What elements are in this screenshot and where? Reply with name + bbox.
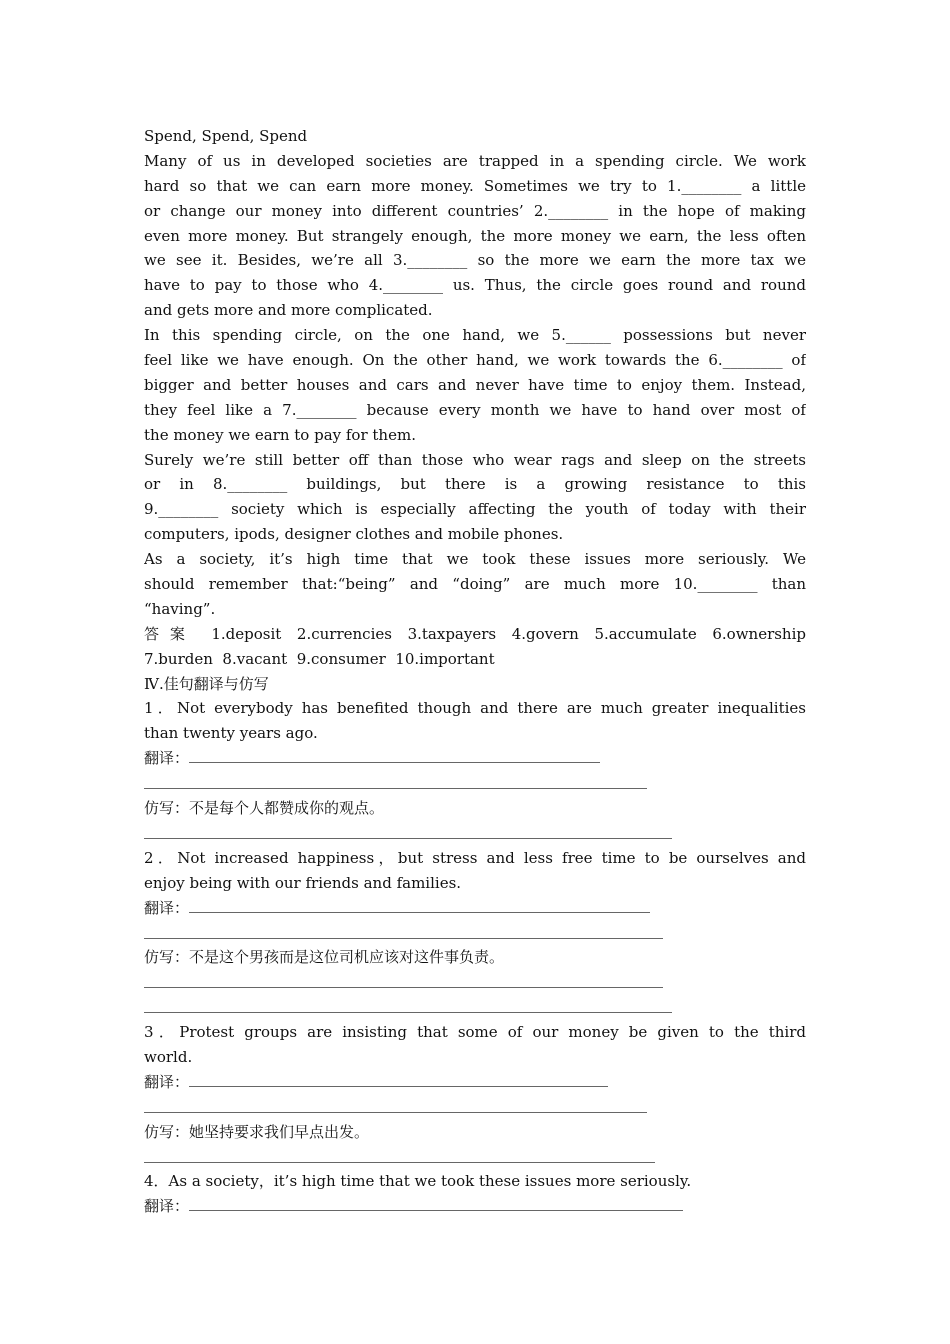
answer-blank[interactable]: [144, 937, 663, 939]
passage-line: feel like we have enough. On the other hand, we work towards the 6.________ of: [144, 351, 806, 370]
item-2-translate-row: [144, 896, 806, 921]
passage-line: hard so that we can earn more money. Sometimes we try to 1.________ a little: [144, 176, 806, 195]
answer-blank-row: [144, 771, 806, 796]
passage-line: and gets more and more complicated.: [144, 301, 433, 320]
translate-label: 翻译：: [144, 898, 190, 917]
passage-line: 9.________ society which is especially affecting the youth of today with their: [144, 500, 806, 519]
translate-blank[interactable]: [189, 911, 650, 913]
passage-line: “having”.: [144, 599, 216, 618]
answer-blank[interactable]: [144, 787, 647, 789]
passage-line: In this spending circle, on the one hand, we 5.______ possessions but never: [144, 326, 806, 345]
passage-line: As a society, it’s high time that we took these issues more seriously. We: [144, 550, 806, 569]
passage-line: have to pay to those who 4.________ us. Thus, the circle goes round and round: [144, 276, 806, 295]
passage-line: they feel like a 7.________ because every month we have to hand over most of: [144, 400, 806, 419]
answer-key-line: 7.burden 8.vacant 9.consumer 10.important: [144, 649, 495, 668]
answer-blank-row: [144, 1145, 806, 1170]
answer-blank[interactable]: [144, 986, 663, 988]
passage-line: or in 8.________ buildings, but there is a growing resistance to this: [144, 475, 806, 494]
item-3-translate-row: [144, 1070, 806, 1095]
answer-blank-row: [144, 995, 806, 1020]
passage-line: computers, ipods, designer clothes and mobile phones.: [144, 525, 564, 544]
item-1-imitate-label: 仿写：不是每个人都赞成你的观点。: [144, 799, 385, 818]
translate-label: 翻译：: [144, 749, 190, 768]
passage-line: even more money. But strangely enough, the more money we earn, the less often: [144, 226, 806, 245]
worksheet-page: [144, 124, 806, 1219]
passage-line: we see it. Besides, we’re all 3.________ so the more we earn the more tax we: [144, 251, 806, 270]
translate-blank[interactable]: [189, 761, 600, 763]
item-1-text: than twenty years ago.: [144, 724, 318, 743]
translate-label: 翻译：: [144, 1197, 190, 1216]
passage-line: or change our money into different countries’ 2.________ in the hope of making: [144, 201, 806, 220]
answer-blank[interactable]: [144, 1111, 647, 1113]
item-2-imitate-label: 仿写：不是这个男孩而是这位司机应该对这件事负责。: [144, 948, 505, 967]
answer-blank[interactable]: [144, 837, 672, 839]
item-3-imitate-label: 仿写：她坚持要求我们早点出发。: [144, 1122, 370, 1141]
answer-blank[interactable]: [144, 1011, 672, 1013]
translate-blank[interactable]: [189, 1085, 608, 1087]
section-heading: Ⅳ.佳句翻译与仿写: [144, 674, 269, 693]
item-2-text: enjoy being with our friends and families.: [144, 873, 462, 892]
passage-line: Many of us in developed societies are trapped in a spending circle. We work: [144, 151, 806, 170]
item-2-text: 2．Not increased happiness，but stress and less free time to be ourselves and: [144, 848, 806, 867]
item-4-translate-row: [144, 1194, 806, 1219]
item-1-text: 1．Not everybody has benefited though and there are much greater inequalities: [144, 699, 806, 718]
translate-label: 翻译：: [144, 1072, 190, 1091]
answer-blank[interactable]: [144, 1161, 655, 1163]
translate-blank[interactable]: [189, 1209, 683, 1211]
answer-blank-row: [144, 970, 806, 995]
answer-blank-row: [144, 821, 806, 846]
answer-blank-row: [144, 921, 806, 946]
item-3-text: 3．Protest groups are insisting that some of our money be given to the third: [144, 1023, 806, 1042]
passage-line: should remember that:“being” and “doing” are much more 10.________ than: [144, 575, 806, 594]
passage-line: the money we earn to pay for them.: [144, 425, 416, 444]
passage-line: bigger and better houses and cars and never have time to enjoy them. Instead,: [144, 375, 806, 394]
answer-key-line: 答案 1.deposit 2.currencies 3.taxpayers 4.govern 5.accumulate 6.ownership: [144, 624, 806, 643]
answer-blank-row: [144, 1095, 806, 1120]
item-3-text: world.: [144, 1047, 193, 1066]
passage-line: Surely we’re still better off than those who wear rags and sleep on the streets: [144, 450, 806, 469]
item-4-text: 4．As a society，it’s high time that we took these issues more seriously.: [144, 1172, 692, 1191]
item-1-translate-row: [144, 746, 806, 771]
passage-title: Spend, Spend, Spend: [144, 127, 308, 145]
